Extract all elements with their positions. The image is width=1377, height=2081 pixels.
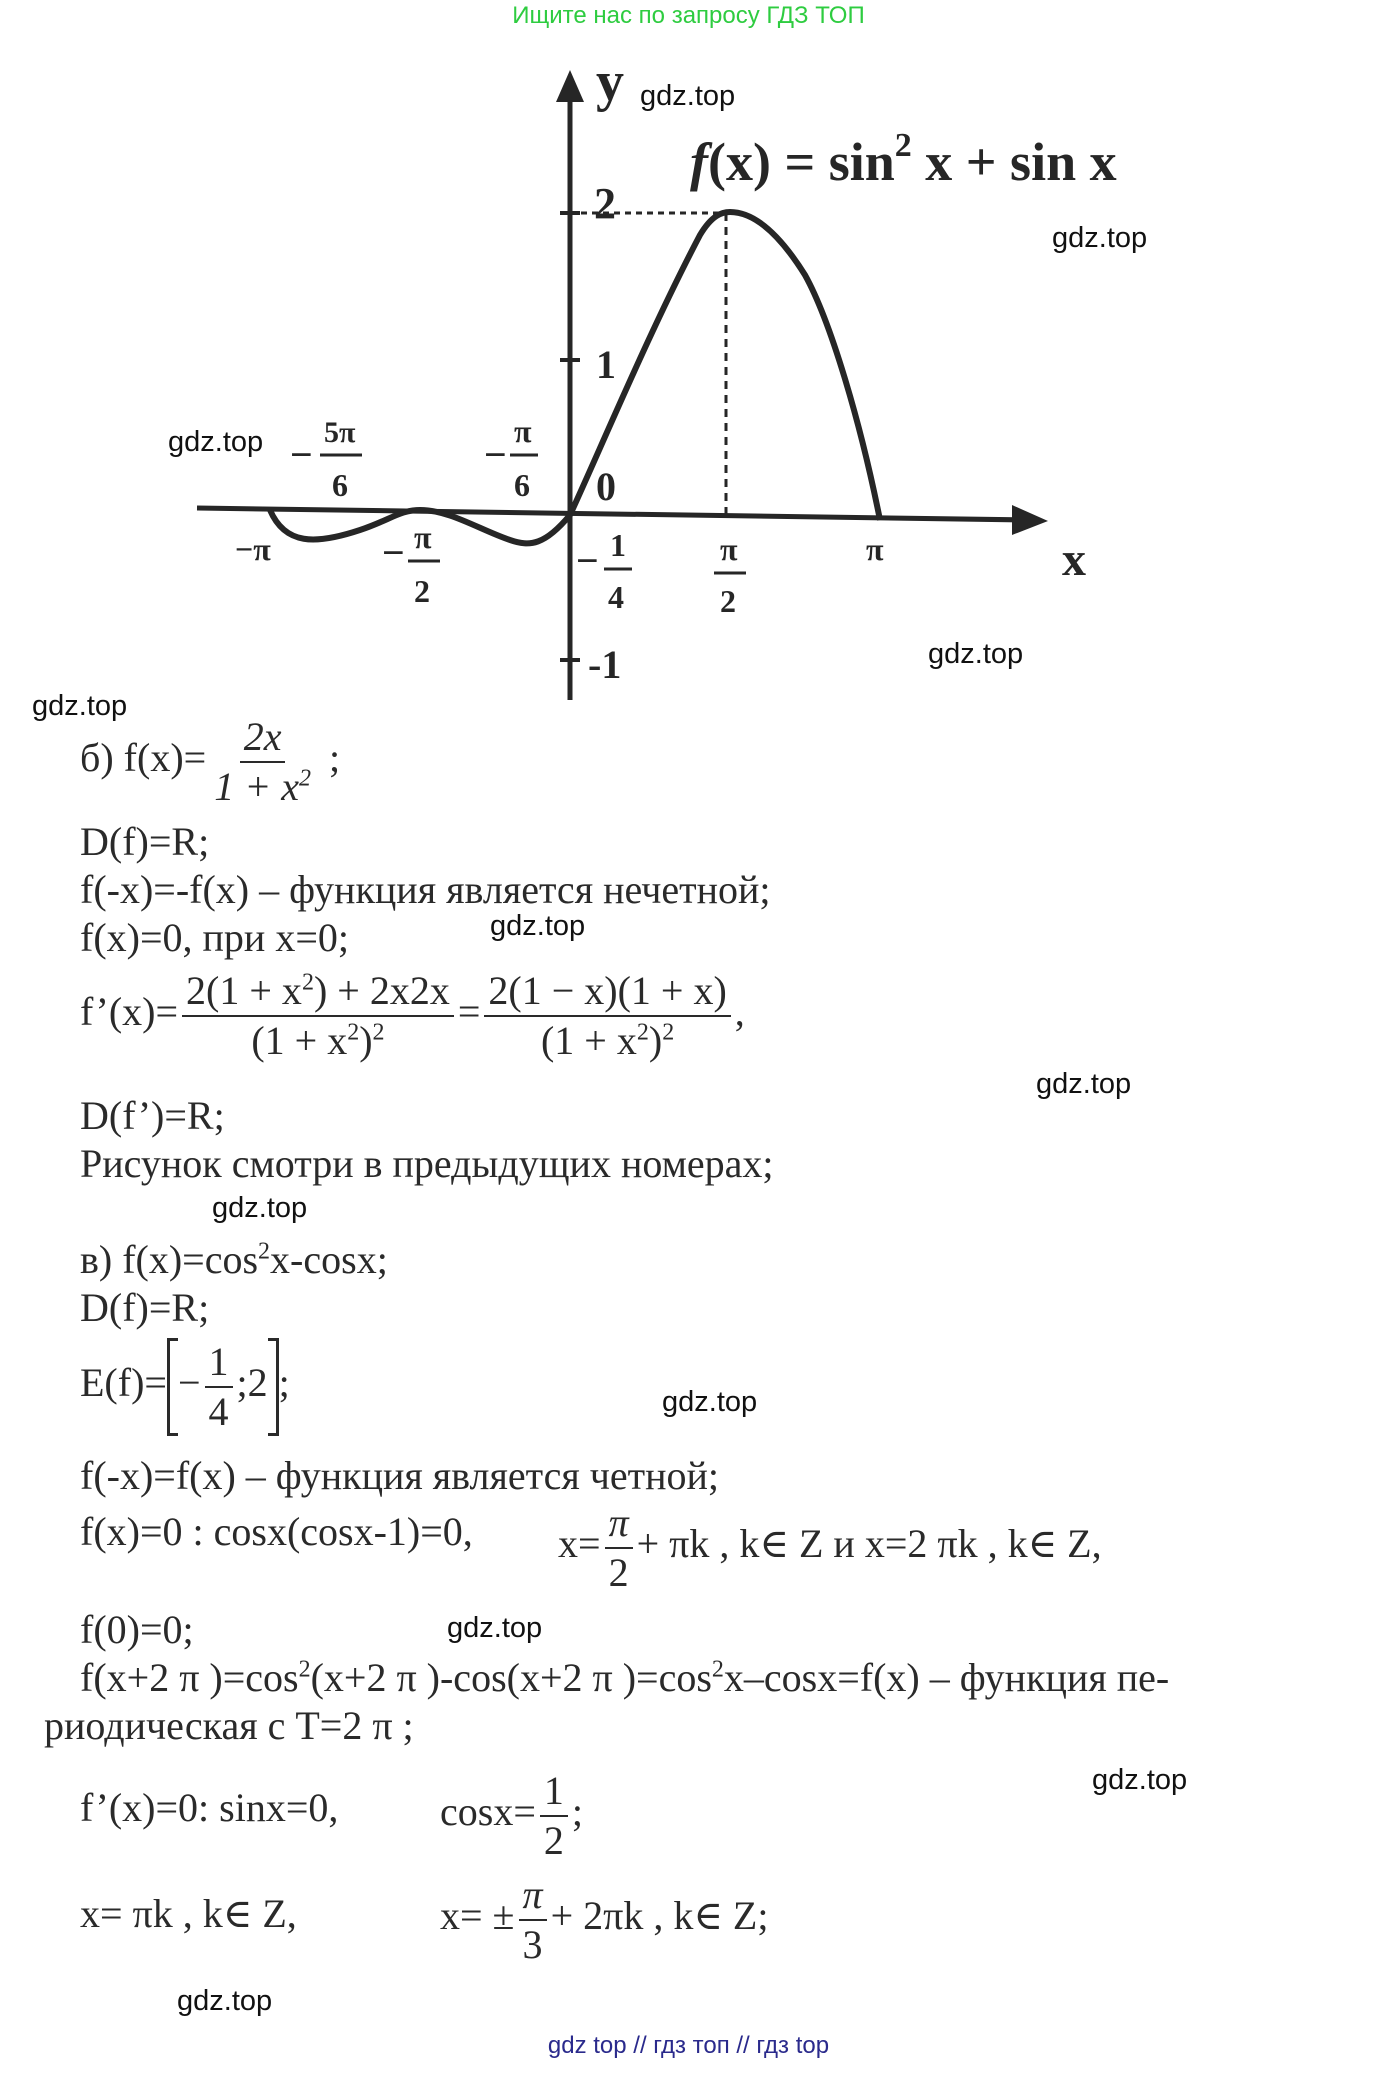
minus-pi6-num: π <box>514 413 532 449</box>
even-line: f(-x)=f(x) – функция является четной; <box>80 1453 720 1498</box>
minus-pi2-num: π <box>414 519 432 555</box>
watermark: gdz.top <box>1092 1764 1188 1796</box>
graph-title: $f(x) = \sin^2 x + \sin x$ <box>690 127 1117 192</box>
domain-line-2: D(f)=R; <box>80 1285 210 1330</box>
watermark: gdz.top <box>490 910 586 942</box>
minus-5pi6-num: 5π <box>324 416 356 449</box>
y-axis-label: y <box>596 51 624 113</box>
solution-line-1: x= πk , k∈ Z, <box>80 1891 297 1936</box>
critical-cos: cosx= $\frac{1}{2}$ ; <box>440 1768 584 1863</box>
solution-line-2: x= ± $\frac{\pi}{3}$ + 2πk , k∈ Z; <box>440 1872 769 1967</box>
minus-pi6-sign: − <box>484 432 507 477</box>
watermark: gdz.top <box>177 1985 273 2017</box>
part-v-function: в) $f(x)=\cos^2x$-cosx; <box>80 1237 388 1282</box>
origin-label: 0 <box>596 464 616 509</box>
f0-line: f(0)=0; <box>80 1607 194 1652</box>
minus-pi6-den: 6 <box>514 467 530 503</box>
watermark: gdz.top <box>1036 1068 1132 1100</box>
periodic-line-2: риодическая с T=2 π ; <box>44 1703 414 1748</box>
y-axis-arrow <box>556 70 584 102</box>
watermark: gdz.top <box>928 638 1024 670</box>
minus-pi2-den: 2 <box>414 573 430 609</box>
zeros-line: f(x)=0 : cosx(cosx-1)=0, <box>80 1509 473 1554</box>
critical-line: f’(x)=0: sinx=0, <box>80 1785 339 1830</box>
periodic-line-1: f(x+2 π )$=\cos^2(x+2$ π )-cos(x+2 π )$=\cos^2x-\cos x=f(x)$ – функция пе- <box>80 1655 1170 1700</box>
zero-line: f(x)=0, при x=0; <box>80 915 350 960</box>
pi2-num: π <box>720 531 738 567</box>
minus-pi2-sign: − <box>382 530 405 575</box>
zeros-solution: x= $\frac{\pi}{2}$ + πk , k∈ Z и x=2 πk , k∈ Z, <box>558 1500 1102 1595</box>
pi-label: π <box>866 531 884 567</box>
x-axis-label: x <box>1062 533 1086 586</box>
y-tick-1: 1 <box>596 342 616 387</box>
footer-links[interactable]: gdz top // гдз топ // гдз top <box>547 2032 830 2059</box>
x-axis <box>197 508 1030 520</box>
minus-5pi6-den: 6 <box>332 467 348 503</box>
range-line: E(f)= − $\frac{1}{4}$ ;2 ; <box>80 1339 290 1434</box>
picture-note-line: Рисунок смотри в предыдущих номерах; <box>80 1141 774 1186</box>
derivative-domain-line: D(f’)=R; <box>80 1093 225 1138</box>
part-b-function: б) f(x)= $\frac{2x}{1 + x^2}$ ; <box>80 714 341 809</box>
y-tick-2: 2 <box>594 179 616 228</box>
minus-quarter-sign: − <box>576 538 599 583</box>
domain-line: D(f)=R; <box>80 819 210 864</box>
watermark: gdz.top <box>640 80 736 112</box>
top-banner[interactable]: Ищите нас по запросу ГДЗ ТОП <box>512 2 865 29</box>
x-axis-arrow <box>1012 505 1048 535</box>
watermark: gdz.top <box>212 1192 308 1224</box>
odd-line: f(-x)=-f(x) – функция является нечетной; <box>80 867 771 912</box>
watermark: gdz.top <box>1052 222 1148 254</box>
neg-pi-label: −π <box>235 531 271 567</box>
part-b-fraction: $\frac{2x}{1 + x^2}$ <box>214 714 311 809</box>
derivative-line: f’(x)= $\frac{2(1 + x^2) + 2x2x}{(1 + x^2)^2}$ = $\frac{2(1 - x)(1 + x)}{(1 + x^2)^2}$ , <box>80 968 745 1063</box>
watermark: gdz.top <box>32 690 128 722</box>
watermark: gdz.top <box>447 1612 543 1644</box>
derivative-fraction-2: $\frac{2(1 - x)(1 + x)}{(1 + x^2)^2}$ <box>484 970 730 1062</box>
watermark: gdz.top <box>168 426 264 458</box>
y-tick-minus1: -1 <box>588 642 622 687</box>
minus-quarter-den: 4 <box>608 579 624 615</box>
minus-5pi6-sign: − <box>290 432 313 477</box>
watermark: gdz.top <box>662 1386 758 1418</box>
minus-quarter-num: 1 <box>610 527 626 563</box>
function-curve <box>270 212 880 543</box>
pi2-den: 2 <box>720 583 736 619</box>
derivative-fraction-1: $\frac{2(1 + x^2) + 2x2x}{(1 + x^2)^2}$ <box>182 970 454 1062</box>
